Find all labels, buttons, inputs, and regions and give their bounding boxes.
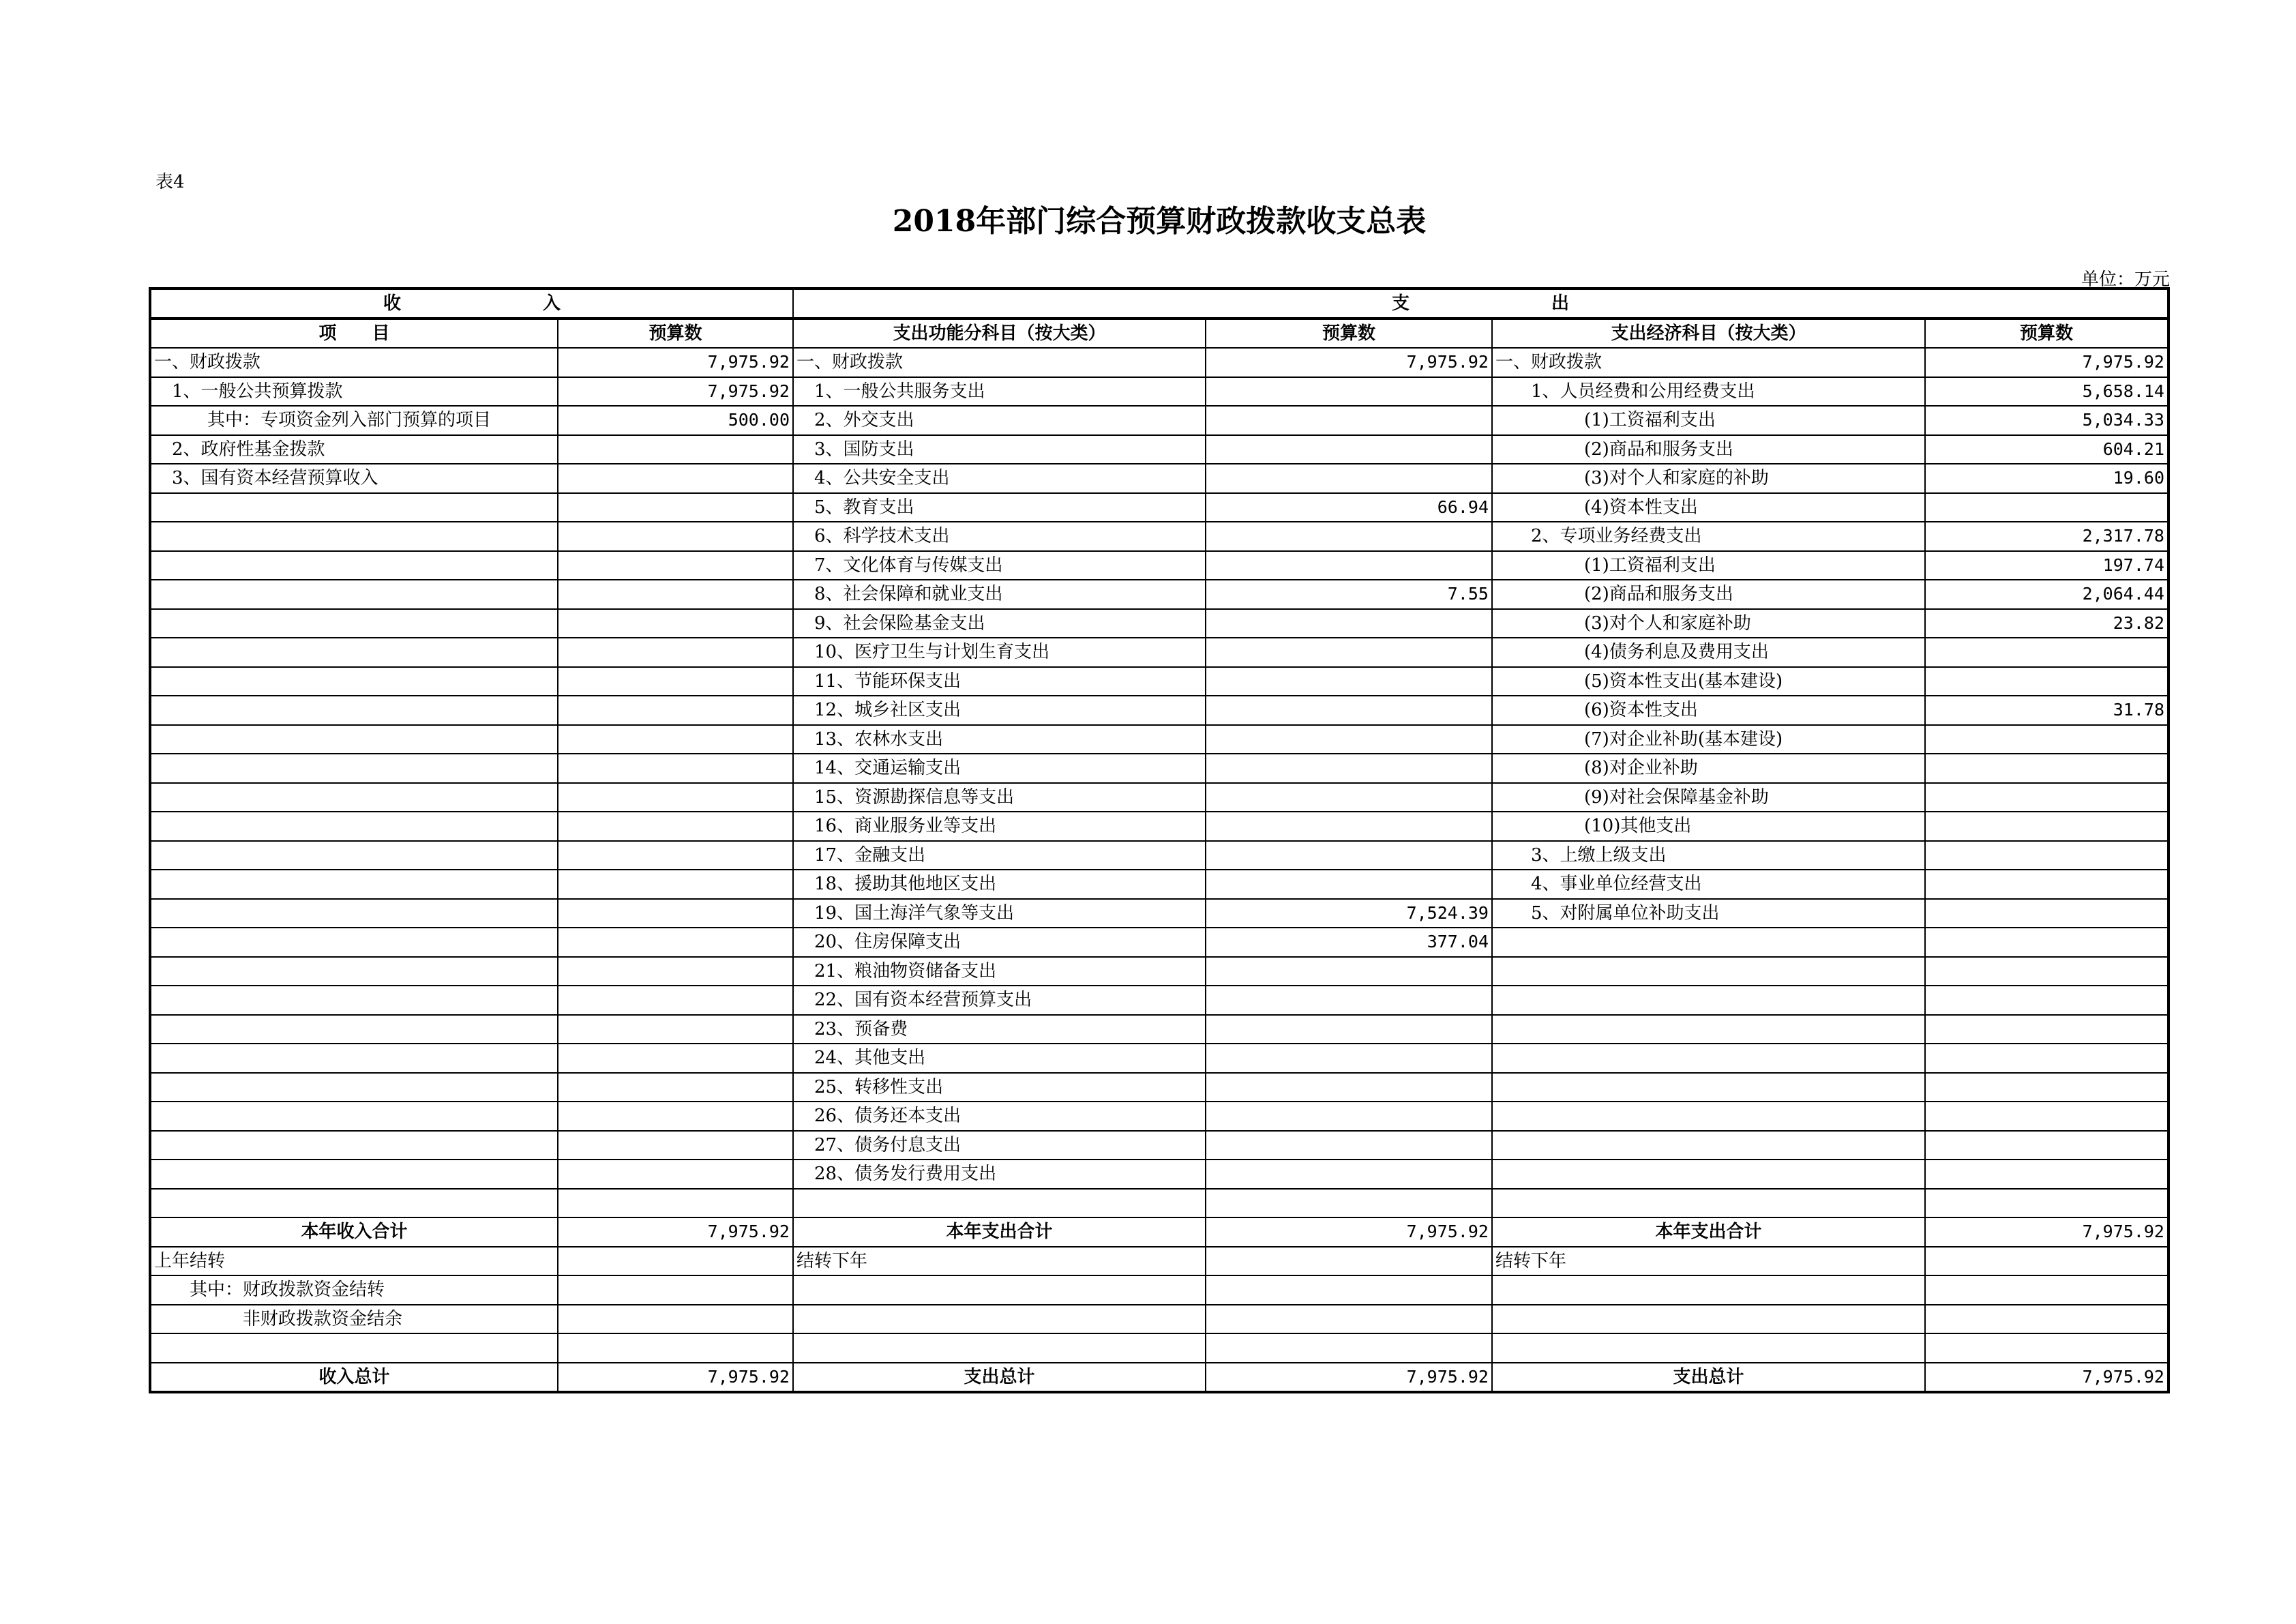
income-item-cell [150,870,558,899]
table-row [150,696,2168,725]
func-item-cell: 23、预备费 [793,1015,1206,1044]
table-row [150,609,2168,638]
econ-budget-cell: 2,064.44 [1925,580,2168,609]
func-item-cell: 2、外交支出 [793,406,1206,435]
income-budget-cell [558,957,793,986]
econ-budget-cell [1925,899,2168,928]
func-item-cell [793,1333,1206,1363]
econ-budget-cell [1925,957,2168,986]
income-item-cell: 上年结转 [150,1247,558,1276]
func-budget-cell [1206,1102,1492,1131]
econ-item-cell: (4)资本性支出 [1492,493,1925,522]
econ-budget-cell [1925,1305,2168,1334]
income-item-cell [150,899,558,928]
income-budget-cell: 7,975.92 [558,1217,793,1247]
income-item-cell [150,783,558,812]
econ-item-cell: (8)对企业补助 [1492,754,1925,783]
econ-budget-cell [1925,1073,2168,1102]
table-row [150,638,2168,667]
income-item-cell [150,609,558,638]
income-item-cell [150,667,558,696]
income-budget-cell [558,1131,793,1160]
budget-table [149,287,2170,1393]
table-row [150,841,2168,870]
table-row [150,493,2168,522]
func-item-cell: 8、社会保障和就业支出 [793,580,1206,609]
column-header-row [150,319,2168,348]
func-budget-cell [1206,667,1492,696]
income-budget-cell [558,928,793,957]
func-budget-cell [1206,696,1492,725]
table-row [150,1044,2168,1073]
econ-item-cell [1492,1044,1925,1073]
income-item-cell [150,754,558,783]
econ-item-cell: 结转下年 [1492,1247,1925,1276]
econ-budget-cell [1925,928,2168,957]
carryover-row [150,1275,2168,1305]
table-row [150,754,2168,783]
table-row [150,406,2168,435]
col-header-econ: 支出经济科目（按大类） [1492,319,1925,348]
grand-total-row [150,1363,2168,1392]
econ-item-cell: (9)对社会保障基金补助 [1492,783,1925,812]
income-item-cell [150,1015,558,1044]
econ-item-cell: 1、人员经费和公用经费支出 [1492,377,1925,407]
func-item-cell: 24、其他支出 [793,1044,1206,1073]
income-budget-cell [558,667,793,696]
income-budget-cell [558,1333,793,1363]
table-row [150,464,2168,493]
table-row [150,725,2168,754]
expense-section-header: 支 出 [793,289,2168,319]
econ-item-cell: 4、事业单位经营支出 [1492,870,1925,899]
unit-label: 单位：万元 [2081,269,2170,290]
func-item-cell: 17、金融支出 [793,841,1206,870]
income-item-cell: 1、一般公共预算拨款 [150,377,558,407]
income-item-cell [150,957,558,986]
econ-item-cell: (7)对企业补助(基本建设) [1492,725,1925,754]
econ-budget-cell [1925,1131,2168,1160]
econ-item-cell: (2)商品和服务支出 [1492,435,1925,464]
income-budget-cell [558,725,793,754]
income-budget-cell: 7,975.92 [558,348,793,377]
income-budget-cell [558,899,793,928]
income-budget-cell [558,435,793,464]
table-row [150,551,2168,580]
table-row [150,435,2168,464]
income-budget-cell [558,1044,793,1073]
func-budget-cell: 7,975.92 [1206,1363,1492,1392]
econ-item-cell: 一、财政拨款 [1492,348,1925,377]
income-budget-cell [558,464,793,493]
econ-item-cell [1492,1333,1925,1363]
income-section-header: 收 入 [150,289,793,319]
econ-item-cell: (4)债务利息及费用支出 [1492,638,1925,667]
section-header-row [150,289,2168,319]
income-item-cell [150,1131,558,1160]
income-budget-cell [558,696,793,725]
func-budget-cell: 7,975.92 [1206,348,1492,377]
func-budget-cell [1206,1333,1492,1363]
income-budget-cell [558,1247,793,1276]
income-item-cell: 其中：财政拨款资金结转 [150,1275,558,1305]
func-budget-cell [1206,1275,1492,1305]
func-item-cell: 16、商业服务业等支出 [793,812,1206,841]
table-row [150,1131,2168,1160]
carryover-row [150,1333,2168,1363]
econ-budget-cell [1925,1333,2168,1363]
table-row [150,957,2168,986]
func-item-cell: 22、国有资本经营预算支出 [793,986,1206,1015]
income-item-cell [150,725,558,754]
econ-budget-cell [1925,638,2168,667]
func-item-cell: 21、粮油物资储备支出 [793,957,1206,986]
income-item-cell [150,1102,558,1131]
econ-item-cell: 支出总计 [1492,1363,1925,1392]
econ-item-cell: 5、对附属单位补助支出 [1492,899,1925,928]
func-budget-cell [1206,464,1492,493]
table-row [150,1073,2168,1102]
table-row [150,1160,2168,1189]
income-budget-cell [558,841,793,870]
func-item-cell: 10、医疗卫生与计划生育支出 [793,638,1206,667]
econ-item-cell: 2、专项业务经费支出 [1492,522,1925,551]
income-item-cell [150,812,558,841]
func-item-cell: 一、财政拨款 [793,348,1206,377]
econ-item-cell [1492,1015,1925,1044]
income-item-cell: 本年收入合计 [150,1217,558,1247]
func-item-cell: 27、债务付息支出 [793,1131,1206,1160]
econ-item-cell [1492,957,1925,986]
func-budget-cell [1206,957,1492,986]
func-budget-cell: 7.55 [1206,580,1492,609]
table-label: 表4 [155,172,185,192]
econ-item-cell [1492,1275,1925,1305]
col-header-item: 项 目 [150,319,558,348]
func-budget-cell: 7,975.92 [1206,1217,1492,1247]
econ-budget-cell [1925,1275,2168,1305]
econ-budget-cell: 23.82 [1925,609,2168,638]
income-item-cell [150,928,558,957]
table-row [150,986,2168,1015]
income-budget-cell [558,870,793,899]
econ-budget-cell: 604.21 [1925,435,2168,464]
func-item-cell: 28、债务发行费用支出 [793,1160,1206,1189]
table-row [150,1102,2168,1131]
income-budget-cell [558,1189,793,1218]
table-row [150,899,2168,928]
econ-budget-cell [1925,870,2168,899]
income-budget-cell [558,638,793,667]
func-budget-cell [1206,1189,1492,1218]
income-budget-cell [558,812,793,841]
func-item-cell [793,1189,1206,1218]
func-item-cell: 12、城乡社区支出 [793,696,1206,725]
income-item-cell [150,1189,558,1218]
income-item-cell [150,1073,558,1102]
func-item-cell: 1、一般公共服务支出 [793,377,1206,407]
func-budget-cell [1206,986,1492,1015]
func-item-cell: 18、援助其他地区支出 [793,870,1206,899]
econ-item-cell [1492,928,1925,957]
func-item-cell: 结转下年 [793,1247,1206,1276]
func-budget-cell [1206,1044,1492,1073]
table-row [150,348,2168,377]
econ-budget-cell [1925,1247,2168,1276]
func-budget-cell [1206,638,1492,667]
econ-item-cell: (6)资本性支出 [1492,696,1925,725]
func-budget-cell [1206,841,1492,870]
func-budget-cell [1206,812,1492,841]
income-item-cell [150,1333,558,1363]
econ-budget-cell [1925,754,2168,783]
page-title: 2018年部门综合预算财政拨款收支总表 [892,204,1427,239]
func-budget-cell [1206,870,1492,899]
econ-budget-cell [1925,725,2168,754]
func-budget-cell: 66.94 [1206,493,1492,522]
func-budget-cell [1206,1160,1492,1189]
func-budget-cell [1206,1247,1492,1276]
income-item-cell: 2、政府性基金拨款 [150,435,558,464]
income-item-cell [150,522,558,551]
econ-budget-cell [1925,493,2168,522]
econ-item-cell [1492,986,1925,1015]
table-row [150,1015,2168,1044]
income-item-cell [150,551,558,580]
col-header-budget: 预算数 [1206,319,1492,348]
table-row [150,1189,2168,1218]
income-item-cell [150,493,558,522]
econ-budget-cell: 197.74 [1925,551,2168,580]
econ-budget-cell [1925,841,2168,870]
econ-budget-cell [1925,1160,2168,1189]
func-budget-cell [1206,1305,1492,1334]
income-item-cell [150,841,558,870]
table-row [150,377,2168,407]
income-item-cell [150,1044,558,1073]
func-item-cell: 11、节能环保支出 [793,667,1206,696]
econ-budget-cell: 2,317.78 [1925,522,2168,551]
func-item-cell: 9、社会保险基金支出 [793,609,1206,638]
income-budget-cell [558,1160,793,1189]
econ-budget-cell: 5,034.33 [1925,406,2168,435]
income-item-cell: 一、财政拨款 [150,348,558,377]
func-item-cell: 15、资源勘探信息等支出 [793,783,1206,812]
func-item-cell: 19、国土海洋气象等支出 [793,899,1206,928]
econ-budget-cell [1925,1189,2168,1218]
econ-item-cell [1492,1131,1925,1160]
col-header-budget: 预算数 [1925,319,2168,348]
income-item-cell: 3、国有资本经营预算收入 [150,464,558,493]
income-item-cell [150,638,558,667]
econ-budget-cell [1925,1044,2168,1073]
income-budget-cell [558,609,793,638]
econ-budget-cell: 7,975.92 [1925,1217,2168,1247]
econ-item-cell [1492,1305,1925,1334]
func-budget-cell [1206,725,1492,754]
func-item-cell: 7、文化体育与传媒支出 [793,551,1206,580]
income-item-cell: 收入总计 [150,1363,558,1392]
econ-budget-cell [1925,1102,2168,1131]
table-row [150,812,2168,841]
econ-item-cell [1492,1160,1925,1189]
table-row [150,783,2168,812]
table-row [150,522,2168,551]
table-row [150,667,2168,696]
econ-item-cell: (2)商品和服务支出 [1492,580,1925,609]
income-budget-cell [558,1015,793,1044]
func-item-cell: 5、教育支出 [793,493,1206,522]
econ-budget-cell: 7,975.92 [1925,348,2168,377]
econ-budget-cell [1925,783,2168,812]
income-budget-cell [558,1102,793,1131]
econ-budget-cell: 31.78 [1925,696,2168,725]
income-item-cell [150,1160,558,1189]
func-budget-cell [1206,1131,1492,1160]
func-budget-cell [1206,609,1492,638]
income-budget-cell: 7,975.92 [558,377,793,407]
func-item-cell: 26、债务还本支出 [793,1102,1206,1131]
func-budget-cell [1206,522,1492,551]
func-item-cell: 本年支出合计 [793,1217,1206,1247]
table-row [150,870,2168,899]
income-budget-cell [558,1305,793,1334]
econ-budget-cell [1925,986,2168,1015]
econ-budget-cell: 7,975.92 [1925,1363,2168,1392]
econ-budget-cell [1925,1015,2168,1044]
year-total-row [150,1217,2168,1247]
func-item-cell: 6、科学技术支出 [793,522,1206,551]
income-budget-cell [558,986,793,1015]
func-budget-cell [1206,377,1492,407]
func-budget-cell [1206,435,1492,464]
func-budget-cell: 7,524.39 [1206,899,1492,928]
income-budget-cell [558,493,793,522]
econ-item-cell [1492,1073,1925,1102]
func-item-cell: 14、交通运输支出 [793,754,1206,783]
income-budget-cell [558,783,793,812]
income-budget-cell [558,522,793,551]
econ-item-cell [1492,1102,1925,1131]
econ-budget-cell [1925,812,2168,841]
econ-budget-cell: 5,658.14 [1925,377,2168,407]
income-item-cell: 其中：专项资金列入部门预算的项目 [150,406,558,435]
econ-item-cell: (3)对个人和家庭的补助 [1492,464,1925,493]
col-header-budget: 预算数 [558,319,793,348]
income-budget-cell [558,1073,793,1102]
income-budget-cell [558,754,793,783]
income-budget-cell [558,551,793,580]
table-row [150,928,2168,957]
econ-item-cell: (5)资本性支出(基本建设) [1492,667,1925,696]
func-budget-cell: 377.04 [1206,928,1492,957]
income-budget-cell [558,580,793,609]
econ-budget-cell [1925,667,2168,696]
income-budget-cell [558,1275,793,1305]
income-item-cell [150,986,558,1015]
econ-item-cell: (1)工资福利支出 [1492,551,1925,580]
econ-item-cell: 3、上缴上级支出 [1492,841,1925,870]
func-item-cell: 13、农林水支出 [793,725,1206,754]
func-item-cell [793,1275,1206,1305]
econ-item-cell: 本年支出合计 [1492,1217,1925,1247]
func-budget-cell [1206,1015,1492,1044]
func-item-cell [793,1305,1206,1334]
func-item-cell: 3、国防支出 [793,435,1206,464]
econ-item-cell: (10)其他支出 [1492,812,1925,841]
econ-item-cell: (3)对个人和家庭补助 [1492,609,1925,638]
func-budget-cell [1206,551,1492,580]
func-item-cell: 25、转移性支出 [793,1073,1206,1102]
carryover-row [150,1247,2168,1276]
func-budget-cell [1206,1073,1492,1102]
func-item-cell: 支出总计 [793,1363,1206,1392]
func-budget-cell [1206,406,1492,435]
func-item-cell: 4、公共安全支出 [793,464,1206,493]
econ-item-cell [1492,1189,1925,1218]
income-item-cell [150,580,558,609]
econ-budget-cell: 19.60 [1925,464,2168,493]
income-budget-cell: 7,975.92 [558,1363,793,1392]
econ-item-cell: (1)工资福利支出 [1492,406,1925,435]
func-budget-cell [1206,754,1492,783]
func-budget-cell [1206,783,1492,812]
func-item-cell: 20、住房保障支出 [793,928,1206,957]
income-item-cell: 非财政拨款资金结余 [150,1305,558,1334]
carryover-row [150,1305,2168,1334]
income-item-cell [150,696,558,725]
col-header-func: 支出功能分科目（按大类） [793,319,1206,348]
income-budget-cell: 500.00 [558,406,793,435]
table-row [150,580,2168,609]
